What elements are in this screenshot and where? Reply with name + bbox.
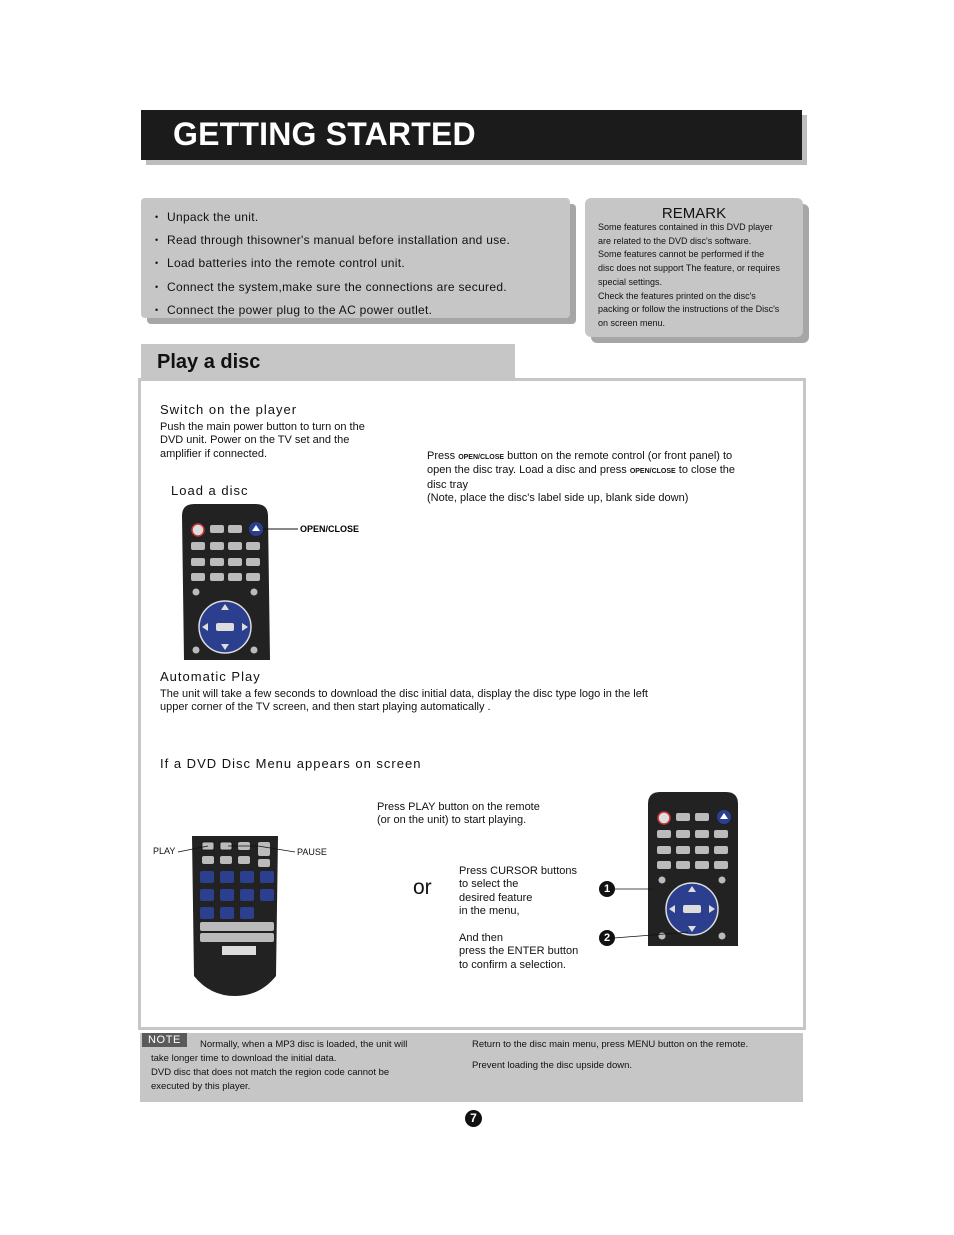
play-label: PLAY xyxy=(153,846,176,856)
remark-box xyxy=(585,198,803,337)
page-title: GETTING STARTED xyxy=(173,116,476,152)
note-line: Prevent loading the disc upside down. xyxy=(472,1060,633,1071)
automatic-play-text: The unit will take a few seconds to download the disc initial data, display the disc type logo in the left upper corner of the TV screen, and then start playing automatically . xyxy=(160,688,648,714)
bullet-icon: • xyxy=(155,258,159,269)
remote-control-bottom-illustration xyxy=(150,836,340,1001)
and-then-text: And then press the ENTER button to confirm a selection. xyxy=(459,932,579,971)
callout-1-icon: 1 xyxy=(599,881,615,897)
step-item: • Load batteries into the remote control unit. xyxy=(155,252,510,275)
note-line: Normally, when a MP3 disc is loaded, the unit will xyxy=(200,1039,408,1050)
open-close-instructions: Press OPEN/CLOSE button on the remote control (or front panel) to open the disc tray. Load a disc and press OPEN/CLOSE to close the disc tray (Note, place the disc's label side up, blank side down) xyxy=(427,450,736,504)
bullet-icon: • xyxy=(155,304,159,315)
automatic-play-heading: Automatic Play xyxy=(160,669,261,684)
note-line: Return to the disc main menu, press MENU button on the remote. xyxy=(472,1039,749,1050)
page-number: 7 xyxy=(465,1110,482,1127)
note-line: executed by this player. xyxy=(151,1081,251,1092)
step-item: • Connect the power plug to the AC power outlet. xyxy=(155,299,510,322)
step-item: • Read through thisowner's manual before installation and use. xyxy=(155,229,510,252)
remark-body: Some features contained in this DVD player are related to the DVD disc's software. Some features cannot be performed if the disc does not support The feature, or requires special settings. Check the features printed on the disc's packing or follow the instructions of the Disc's on screen menu. xyxy=(598,222,780,328)
step-item: • Unpack the unit. xyxy=(155,206,510,229)
callout-2-icon: 2 xyxy=(599,930,615,946)
dvd-menu-heading: If a DVD Disc Menu appears on screen xyxy=(160,756,422,771)
or-text: or xyxy=(413,876,432,899)
note-line: DVD disc that does not match the region code cannot be xyxy=(151,1067,390,1078)
note-label: NOTE xyxy=(142,1033,187,1047)
getting-started-steps xyxy=(141,198,570,318)
bullet-icon: • xyxy=(155,212,159,222)
switch-on-heading: Switch on the player xyxy=(160,402,298,417)
search-bar xyxy=(200,922,274,931)
section-title: Play a disc xyxy=(157,351,261,373)
switch-on-text: Push the main power button to turn on the DVD unit. Power on the TV set and the amplifier if connected. xyxy=(160,421,365,460)
step-item: • Connect the system,make sure the connections are secured. xyxy=(155,276,510,299)
note-line: take longer time to download the initial data. xyxy=(151,1053,337,1064)
remark-title: REMARK xyxy=(661,205,727,222)
load-disc-heading: Load a disc xyxy=(171,483,249,498)
brand-logo xyxy=(222,946,256,955)
enter-button xyxy=(216,623,234,631)
open-close-callout: OPEN/CLOSE xyxy=(300,524,360,534)
pbc-button xyxy=(210,525,224,533)
bullet-icon: • xyxy=(155,235,159,246)
remote-control-top-illustration xyxy=(178,500,374,660)
power-button xyxy=(192,524,204,536)
press-play-text: Press PLAY button on the remote (or on the unit) to start playing. xyxy=(377,801,540,827)
bullet-icon: • xyxy=(155,281,159,292)
subtitle-button xyxy=(228,525,242,533)
pause-label: PAUSE xyxy=(297,847,327,857)
press-cursor-text: Press CURSOR buttons to select the desired feature in the menu, xyxy=(459,865,577,917)
